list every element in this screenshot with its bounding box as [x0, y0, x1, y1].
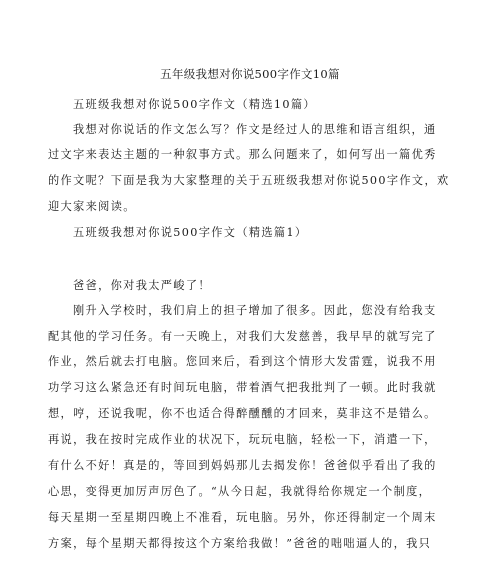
body-line: 刚升入学校时，我们肩上的担子增加了很多。因此，您没有给我支 [73, 304, 437, 317]
body-line: 再说，我在按时完成作业的状况下，玩玩电脑，轻松一下，消遣一下， [48, 433, 437, 446]
intro-line: 过文字来表达主题的一种叙事方式。那么问题来了，如何写出一篇优秀 [48, 148, 437, 161]
section-subtitle-1: 五班级我想对你说500字作文（精选10篇） [73, 98, 316, 111]
intro-line: 的作文呢？下面是我为大家整理的关于五班级我想对你说500字作文，欢 [48, 174, 450, 187]
salutation: 爸爸，你对我太严峻了！ [73, 279, 211, 292]
section-subtitle-2: 五班级我想对你说500字作文（精选篇1） [73, 226, 308, 239]
body-line: 有什么不好！真是的，等回到妈妈那儿去揭发你！爸爸似乎看出了我的 [48, 459, 437, 472]
body-line: 心思，变得更加厉声厉色了。“从今日起，我就得给你规定一个制度， [48, 485, 432, 498]
intro-line: 我想对你说话的作文怎么写？作文是经过人的思维和语言组织，通 [73, 123, 437, 136]
body-line: 想，哼，还说我呢，你不也适合得醉醺醺的才回来，莫非这不是错么。 [48, 407, 437, 420]
body-line: 方案，每个星期天都得按这个方案给我做！”爸爸的咄咄逼人的，我只 [48, 537, 432, 550]
body-line: 配其他的学习任务。有一天晚上，对我们大发慈善，我早早的就写完了 [48, 330, 437, 343]
body-line: 每天星期一至星期四晚上不准看，玩电脑。另外，你还得制定一个周末 [48, 511, 437, 524]
body-line: 作业，然后就去打电脑。您回来后，看到这个情形大发雷霆，说我不用 [48, 355, 437, 368]
body-line: 功学习这么紧急还有时间玩电脑，带着酒气把我批判了一顿。此时我就 [48, 381, 437, 394]
page-bottom-fade [0, 557, 500, 565]
intro-line: 迎大家来阅读。 [48, 200, 136, 213]
document-title: 五年级我想对你说500字作文10篇 [160, 67, 340, 81]
